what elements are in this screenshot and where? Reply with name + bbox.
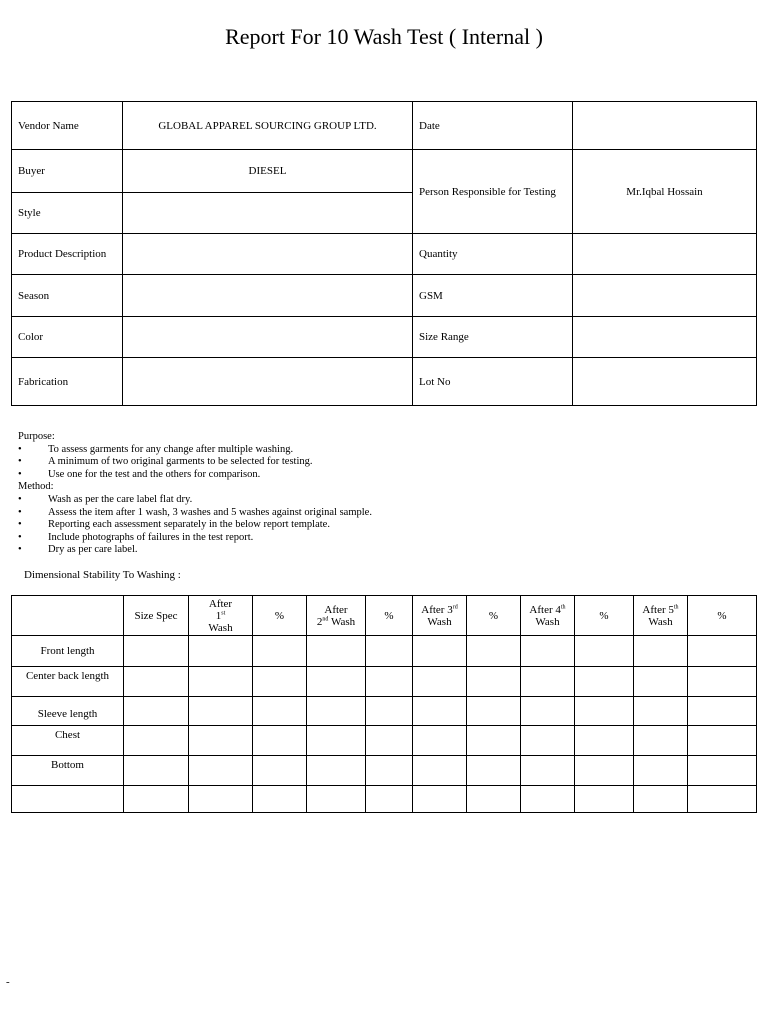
cell (189, 636, 253, 667)
cell (413, 756, 467, 786)
header-after-3rd-wash: After 3rd Wash (413, 596, 467, 636)
person-responsible-label: Person Responsible for Testing (413, 150, 573, 234)
bullet: • (18, 493, 22, 505)
fabrication-value (123, 358, 413, 406)
method-item-text: Wash as per the care label flat dry. (48, 493, 193, 505)
method-heading: Method: (18, 481, 54, 493)
cell (124, 697, 189, 726)
table-header-row (12, 596, 757, 636)
cell (253, 726, 307, 756)
cell (467, 726, 521, 756)
method-item (18, 519, 372, 532)
cell (253, 756, 307, 786)
header-percent: % (467, 596, 521, 636)
purpose-item (18, 469, 372, 482)
method-item (18, 494, 372, 507)
cell (366, 636, 413, 667)
table-row (12, 756, 757, 786)
cell (575, 697, 634, 726)
cell (307, 786, 366, 813)
header-after-4th-wash: After 4th Wash (521, 596, 575, 636)
cell (688, 786, 757, 813)
row-label: Center back length (12, 667, 124, 697)
quantity-value (573, 234, 757, 275)
cell (634, 697, 688, 726)
purpose-item-text: Use one for the test and the others for comparison. (48, 468, 261, 480)
cell (688, 636, 757, 667)
fabrication-label: Fabrication (12, 358, 123, 406)
size-range-label: Size Range (413, 317, 573, 358)
report-title: Report For 10 Wash Test ( Internal ) (225, 24, 543, 49)
color-value (123, 317, 413, 358)
cell (634, 756, 688, 786)
cell (688, 697, 757, 726)
date-label: Date (413, 102, 573, 150)
cell (366, 667, 413, 697)
table-row (12, 786, 757, 813)
color-label: Color (12, 317, 123, 358)
cell (467, 786, 521, 813)
cell (413, 667, 467, 697)
cell (467, 697, 521, 726)
cell (688, 667, 757, 697)
header-after-5th-wash: After 5th Wash (634, 596, 688, 636)
cell (521, 756, 575, 786)
cell (189, 786, 253, 813)
method-item-text: Assess the item after 1 wash, 3 washes and 5 washes against original sample. (48, 506, 372, 518)
table-row (12, 697, 757, 726)
vendor-label: Vendor Name (12, 102, 123, 150)
cell (521, 726, 575, 756)
row-label (12, 786, 124, 813)
cell (575, 726, 634, 756)
cell (521, 667, 575, 697)
table-row (12, 726, 757, 756)
cell (688, 726, 757, 756)
lot-no-value (573, 358, 757, 406)
report-info-table (11, 101, 757, 406)
cell (634, 726, 688, 756)
cell (467, 756, 521, 786)
cell (575, 667, 634, 697)
cell (413, 636, 467, 667)
cell (307, 636, 366, 667)
row-label: Front length (12, 636, 124, 667)
purpose-method-notes (18, 431, 372, 557)
cell (521, 697, 575, 726)
cell (467, 667, 521, 697)
cell (307, 756, 366, 786)
row-label: Bottom (12, 756, 124, 786)
header-percent: % (253, 596, 307, 636)
lot-no-label: Lot No (413, 358, 573, 406)
buyer-label: Buyer (12, 150, 123, 193)
method-item-text: Reporting each assessment separately in the below report template. (48, 519, 330, 531)
vendor-value: GLOBAL APPAREL SOURCING GROUP LTD. (123, 102, 413, 150)
cell (634, 636, 688, 667)
size-range-value (573, 317, 757, 358)
cell (189, 667, 253, 697)
row-label: Sleeve length (12, 697, 124, 726)
purpose-item-text: To assess garments for any change after multiple washing. (48, 443, 294, 455)
cell (634, 667, 688, 697)
purpose-item (18, 444, 372, 457)
bullet: • (18, 531, 22, 543)
cell (521, 636, 575, 667)
footer-mark: - (6, 976, 10, 988)
cell (688, 756, 757, 786)
method-item-text: Include photographs of failures in the test report. (48, 531, 254, 543)
bullet: • (18, 506, 22, 518)
bullet: • (18, 456, 22, 468)
cell (253, 697, 307, 726)
purpose-item (18, 456, 372, 469)
buyer-value: DIESEL (123, 150, 413, 193)
style-value (123, 193, 413, 234)
product-description-label: Product Description (12, 234, 123, 275)
cell (366, 786, 413, 813)
cell (253, 786, 307, 813)
method-item-text: Dry as per care label. (48, 544, 138, 556)
cell (124, 756, 189, 786)
header-after-2nd-wash: After 2nd Wash (307, 596, 366, 636)
quantity-label: Quantity (413, 234, 573, 275)
cell (467, 636, 521, 667)
bullet: • (18, 443, 22, 455)
cell (124, 786, 189, 813)
person-responsible-value: Mr.Iqbal Hossain (573, 150, 757, 234)
row-label: Chest (12, 726, 124, 756)
cell (253, 667, 307, 697)
bullet: • (18, 519, 22, 531)
dimensional-stability-table (11, 595, 757, 813)
purpose-heading: Purpose: (18, 431, 55, 442)
cell (634, 786, 688, 813)
cell (124, 636, 189, 667)
gsm-label: GSM (413, 275, 573, 317)
cell (189, 726, 253, 756)
cell (413, 786, 467, 813)
cell (124, 726, 189, 756)
cell (575, 636, 634, 667)
cell (413, 697, 467, 726)
gsm-value (573, 275, 757, 317)
dimensional-stability-title: Dimensional Stability To Washing : (24, 569, 181, 581)
season-label: Season (12, 275, 123, 317)
cell (366, 697, 413, 726)
style-label: Style (12, 193, 123, 234)
cell (189, 756, 253, 786)
header-blank (12, 596, 124, 636)
cell (521, 786, 575, 813)
bullet: • (18, 544, 22, 556)
purpose-item-text: A minimum of two original garments to be selected for testing. (48, 456, 313, 468)
header-percent: % (575, 596, 634, 636)
cell (307, 726, 366, 756)
header-percent: % (688, 596, 757, 636)
table-row (12, 667, 757, 697)
method-item (18, 544, 372, 557)
cell (575, 756, 634, 786)
header-size-spec: Size Spec (124, 596, 189, 636)
cell (366, 726, 413, 756)
cell (307, 697, 366, 726)
cell (366, 756, 413, 786)
table-row (12, 636, 757, 667)
cell (307, 667, 366, 697)
method-item (18, 532, 372, 545)
date-value (573, 102, 757, 150)
cell (124, 667, 189, 697)
cell (253, 636, 307, 667)
method-item (18, 507, 372, 520)
cell (189, 697, 253, 726)
cell (575, 786, 634, 813)
bullet: • (18, 468, 22, 480)
header-percent: % (366, 596, 413, 636)
season-value (123, 275, 413, 317)
header-after-1st-wash: After 1st Wash (189, 596, 253, 636)
product-description-value (123, 234, 413, 275)
cell (413, 726, 467, 756)
